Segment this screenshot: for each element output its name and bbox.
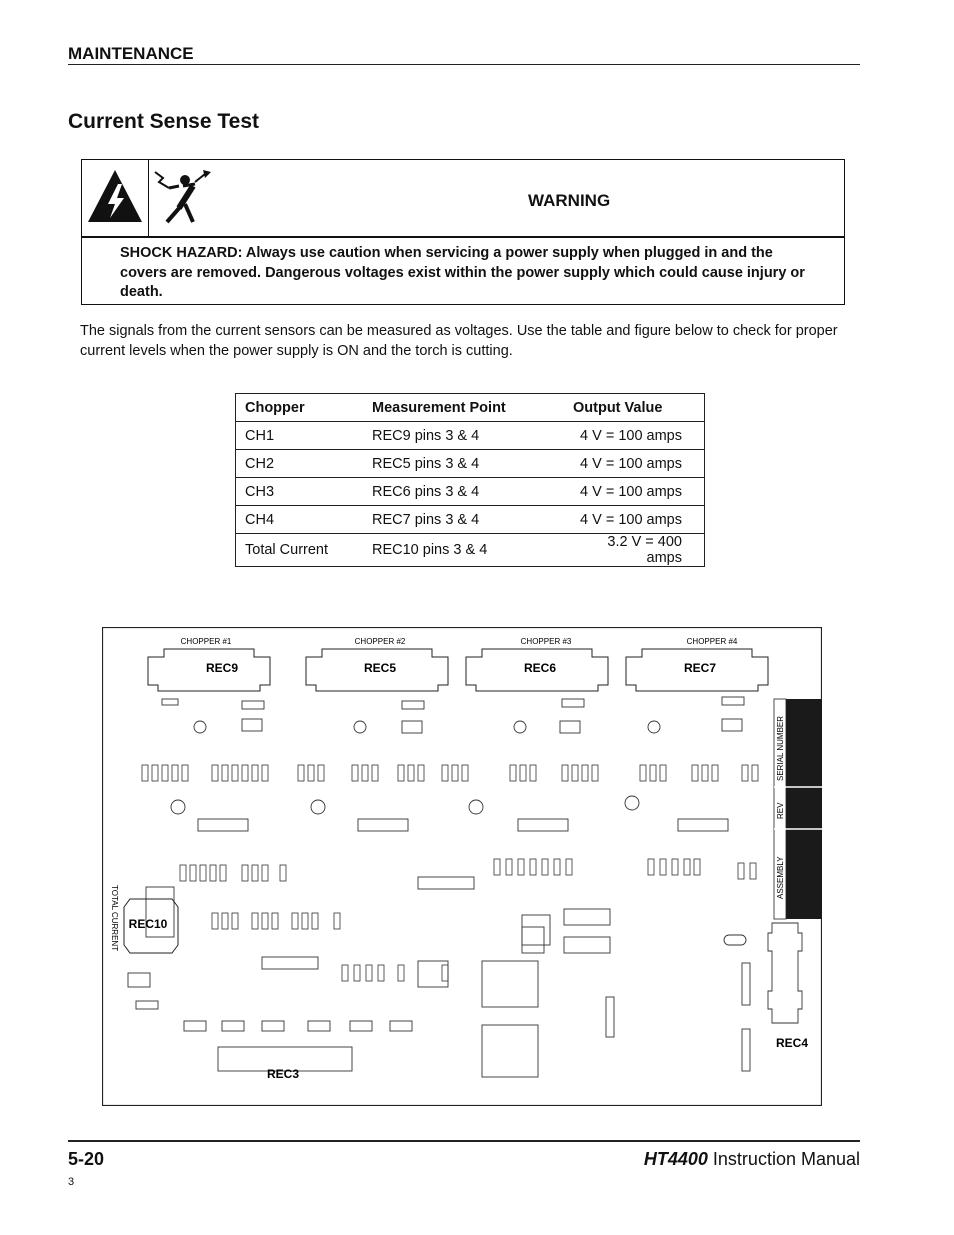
table-cell: 4 V = 100 amps <box>564 506 705 534</box>
table-row <box>236 478 705 506</box>
warning-text: SHOCK HAZARD: Always use caution when servicing a power supply when plugged in and the covers are removed. Dangerous voltages exist within the power supply which could cause injury or death. <box>120 245 805 300</box>
section-header: MAINTENANCE <box>68 44 194 63</box>
header-rule <box>68 64 860 65</box>
table-cell: 4 V = 100 amps <box>564 478 705 506</box>
intro-paragraph: The signals from the current sensors can be measured as voltages. Use the table and figure below to check for proper current levels when the power supply is ON and the torch is cutting. <box>80 323 838 359</box>
table-row <box>236 534 705 567</box>
pcb-layout-diagram <box>102 627 822 1106</box>
table-header-row <box>236 394 705 422</box>
rev-label: REV <box>776 802 785 819</box>
electric-shock-icon <box>149 160 214 236</box>
table-cell: 4 V = 100 amps <box>564 450 705 478</box>
manual-label: Instruction Manual <box>707 1149 860 1169</box>
table-row <box>236 422 705 450</box>
footer-rule <box>68 1140 860 1142</box>
chopper-label: CHOPPER #4 <box>686 637 738 646</box>
column-header: Chopper <box>245 399 305 416</box>
page-title: Current Sense Test <box>68 110 259 133</box>
warning-box <box>81 159 845 305</box>
table-cell: CH4 <box>236 506 364 534</box>
page-number: 5-20 <box>68 1149 105 1169</box>
footer-small-number: 3 <box>68 1176 75 1188</box>
assembly-label: ASSEMBLY <box>776 856 785 899</box>
rec3-label: REC3 <box>266 1067 300 1081</box>
table-cell: 3.2 V = 400 amps <box>564 534 705 567</box>
table-cell: REC7 pins 3 & 4 <box>363 506 564 534</box>
connector-label: REC5 <box>363 661 397 675</box>
table-cell: REC9 pins 3 & 4 <box>363 422 564 450</box>
table-cell: CH1 <box>236 422 364 450</box>
chopper-label: CHOPPER #3 <box>520 637 572 646</box>
serial-number-label: SERIAL NUMBER <box>776 715 785 781</box>
table-cell: CH3 <box>236 478 364 506</box>
column-header: Measurement Point <box>372 399 506 416</box>
column-header: Output Value <box>573 399 663 416</box>
warning-divider <box>82 236 844 238</box>
table-cell: 4 V = 100 amps <box>564 422 705 450</box>
table-cell: REC5 pins 3 & 4 <box>363 450 564 478</box>
chopper-label: CHOPPER #1 <box>180 637 232 646</box>
connector-label: REC9 <box>205 661 239 675</box>
table-cell: REC6 pins 3 & 4 <box>363 478 564 506</box>
current-sense-table <box>235 393 705 567</box>
connector-label: REC7 <box>683 661 717 675</box>
total-current-label: TOTAL CURRENT <box>110 885 119 952</box>
model-name: HT4400 <box>643 1149 708 1169</box>
table-row <box>236 450 705 478</box>
table-row <box>236 506 705 534</box>
manual-title <box>644 1149 860 1170</box>
rec10-label: REC10 <box>128 917 168 931</box>
warning-title: WARNING <box>528 191 611 210</box>
table-cell: CH2 <box>236 450 364 478</box>
side-label-block <box>774 699 822 919</box>
table-cell: Total Current <box>236 534 364 567</box>
high-voltage-icon <box>82 160 149 236</box>
connector-label: REC6 <box>523 661 557 675</box>
table-cell: REC10 pins 3 & 4 <box>363 534 564 567</box>
chopper-label: CHOPPER #2 <box>354 637 406 646</box>
rec4-label: REC4 <box>775 1036 809 1050</box>
